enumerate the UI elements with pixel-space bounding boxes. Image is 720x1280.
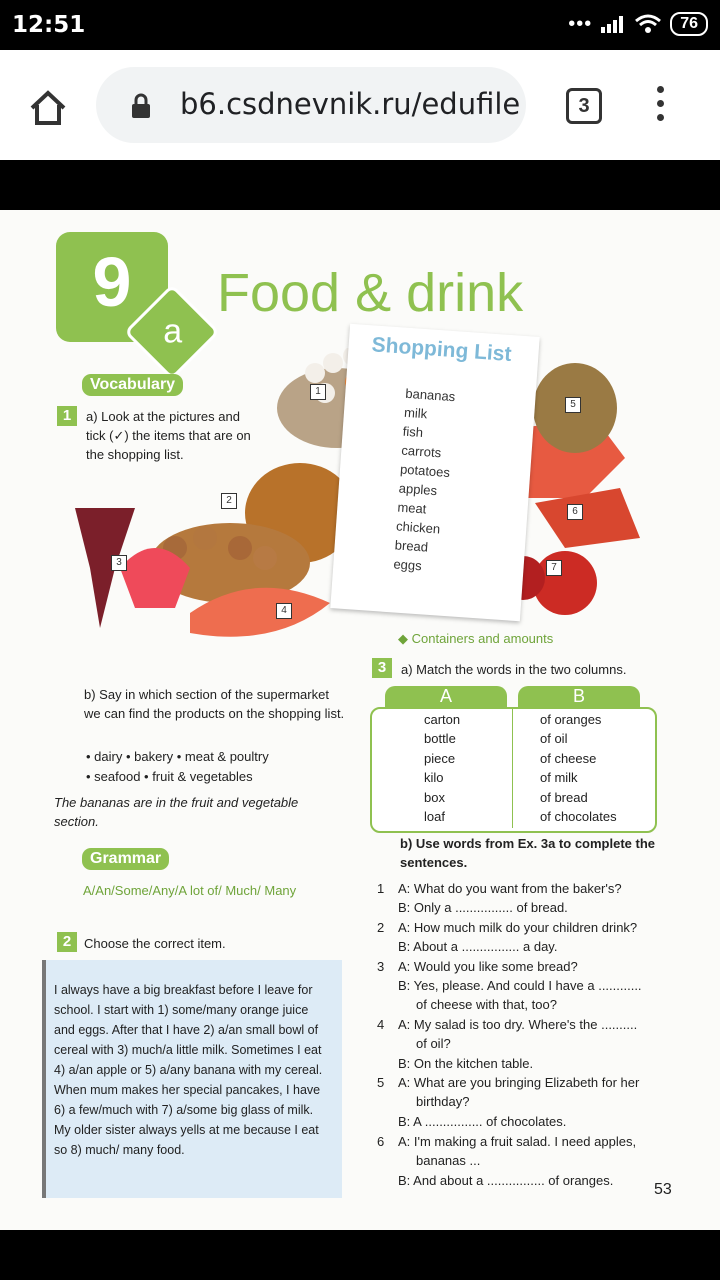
dialogue-number: 5: [377, 1075, 385, 1090]
more-dots-icon: •••: [568, 12, 593, 35]
picture-number: 2: [221, 493, 237, 509]
column-b-item: of oranges: [540, 712, 602, 727]
dialogue-line: bananas ...: [416, 1153, 481, 1168]
browser-toolbar: [0, 50, 720, 160]
dialogue-line: B: On the kitchen table.: [398, 1056, 534, 1071]
picture-number: 6: [567, 504, 583, 520]
dialogue-line: A: What are you bringing Elizabeth for her: [398, 1075, 640, 1090]
dialogue-line: A: How much milk do your children drink?: [398, 920, 638, 935]
status-time: 12:51: [12, 12, 86, 38]
page-number: 53: [654, 1181, 672, 1198]
dialogue-number: 3: [377, 959, 385, 974]
column-b-item: of oil: [540, 731, 568, 746]
dialogue-number: 2: [377, 920, 385, 935]
column-a-item: kilo: [424, 770, 444, 785]
column-a-header: A: [385, 686, 507, 708]
dialogue-line: B: And about a ................ of oranges.: [398, 1173, 614, 1188]
column-a-item: box: [424, 790, 445, 805]
dialogue-line: B: About a ................ a day.: [398, 939, 558, 954]
signal-icon: [600, 14, 626, 34]
column-a-item: piece: [424, 751, 456, 766]
shopping-list: [330, 324, 539, 622]
dialogue-number: 1: [377, 881, 385, 896]
bottom-navigation-area: [0, 1230, 720, 1280]
shopping-item: fish: [402, 423, 424, 441]
match-table-divider: [512, 708, 513, 828]
shopping-item: apples: [398, 480, 438, 499]
picture-number: 4: [276, 603, 292, 619]
column-b-header: B: [518, 686, 640, 708]
lock-icon: [130, 93, 152, 119]
column-b-item: of chocolates: [540, 809, 617, 824]
supermarket-sections-1: • dairy • bakery • meat & poultry: [86, 749, 269, 764]
supermarket-sections-2: • seafood • fruit & vegetables: [86, 769, 253, 784]
shopping-item: bananas: [404, 385, 456, 405]
column-a-item: bottle: [424, 731, 456, 746]
picture-number: 5: [565, 397, 581, 413]
column-a-item: loaf: [424, 809, 445, 824]
column-b-item: of bread: [540, 790, 588, 805]
dialogue-line: B: Yes, please. And could I have a ............: [398, 978, 642, 993]
battery-indicator: 76: [670, 12, 708, 36]
shopping-item: meat: [396, 499, 427, 517]
column-b-item: of cheese: [540, 751, 597, 766]
column-b-item: of milk: [540, 770, 578, 785]
dialogue-line: B: Only a ................ of bread.: [398, 900, 568, 915]
dialogue-line: birthday?: [416, 1094, 470, 1109]
shopping-item: potatoes: [399, 461, 451, 481]
shopping-item: carrots: [400, 442, 442, 461]
wifi-icon: [634, 14, 662, 34]
unit-number: 9: [56, 232, 168, 342]
dialogue-line: of oil?: [416, 1036, 451, 1051]
dialogue-line: A: I'm making a fruit salad. I need apples,: [398, 1134, 637, 1149]
shopping-item: milk: [403, 404, 428, 422]
exercise-3a-text: a) Match the words in the two columns.: [401, 662, 627, 677]
dialogue-number: 6: [377, 1134, 385, 1149]
exercise-3-number: 3: [372, 658, 392, 678]
shopping-item: bread: [394, 537, 429, 555]
exercise-2-instruction: Choose the correct item.: [84, 936, 226, 951]
exercise-3b-text: b) Use words from Ex. 3a to complete the sentences.: [400, 836, 655, 870]
grammar-tag: Grammar: [82, 848, 169, 870]
grammar-topic: A/An/Some/Any/A lot of/ Much/ Many: [83, 883, 297, 898]
tab-switcher-button[interactable]: 3: [566, 88, 602, 124]
shopping-item: eggs: [393, 556, 423, 574]
column-a-item: carton: [424, 712, 461, 727]
exercise-2-number: 2: [57, 932, 77, 952]
overflow-menu-icon[interactable]: [654, 86, 666, 124]
dialogue-line: B: A ................ of chocolates.: [398, 1114, 567, 1129]
url-text: b6.csdnevnik.ru/edufile: [180, 87, 521, 121]
home-icon[interactable]: [28, 88, 68, 128]
vocabulary-tag: Vocabulary: [82, 374, 183, 396]
example-sentence: The bananas are in the fruit and vegetable section.: [54, 795, 299, 829]
picture-number: 7: [546, 560, 562, 576]
shopping-item: chicken: [395, 518, 441, 537]
dialogue-line: A: My salad is too dry. Where's the ..........: [398, 1017, 638, 1032]
picture-number: 1: [310, 384, 326, 400]
shopping-list-title: Shopping List: [370, 333, 513, 367]
exercise-1a-text: a) Look at the pictures and tick (✓) the items that are on the shopping list.: [86, 409, 251, 462]
exercise-1-number: 1: [57, 406, 77, 426]
exercise-1b-text: b) Say in which section of the supermarket we can find the products on the shopping list.: [84, 687, 345, 721]
dialogue-line: A: Would you like some bread?: [398, 959, 578, 974]
dialogue-number: 4: [377, 1017, 385, 1032]
status-bar: [0, 0, 720, 50]
reading-text: I always have a big breakfast before I leave for school. I start with 1) some/many orange juice and eggs. After that I have 2) a/an small bowl of cereal with 3) much/a little milk. Sometimes I eat 4) a/an apple or 5) a/any banana with my cereal. When mum makes her special pancakes, I have 6) a few/much with 7) a/some big glass of milk. My older sister always yells at me because I eat so 8) much/ many food.: [54, 983, 323, 1157]
containers-heading: ◆ Containers and amounts: [398, 631, 554, 646]
address-bar[interactable]: [96, 67, 526, 143]
unit-letter: a: [163, 312, 183, 351]
status-icons: [568, 12, 708, 36]
picture-number: 3: [111, 555, 127, 571]
reading-text-box: [46, 960, 342, 1198]
dialogue-line: of cheese with that, too?: [416, 997, 557, 1012]
page-title: Food & drink: [217, 263, 524, 323]
dialogue-line: A: What do you want from the baker's?: [398, 881, 622, 896]
